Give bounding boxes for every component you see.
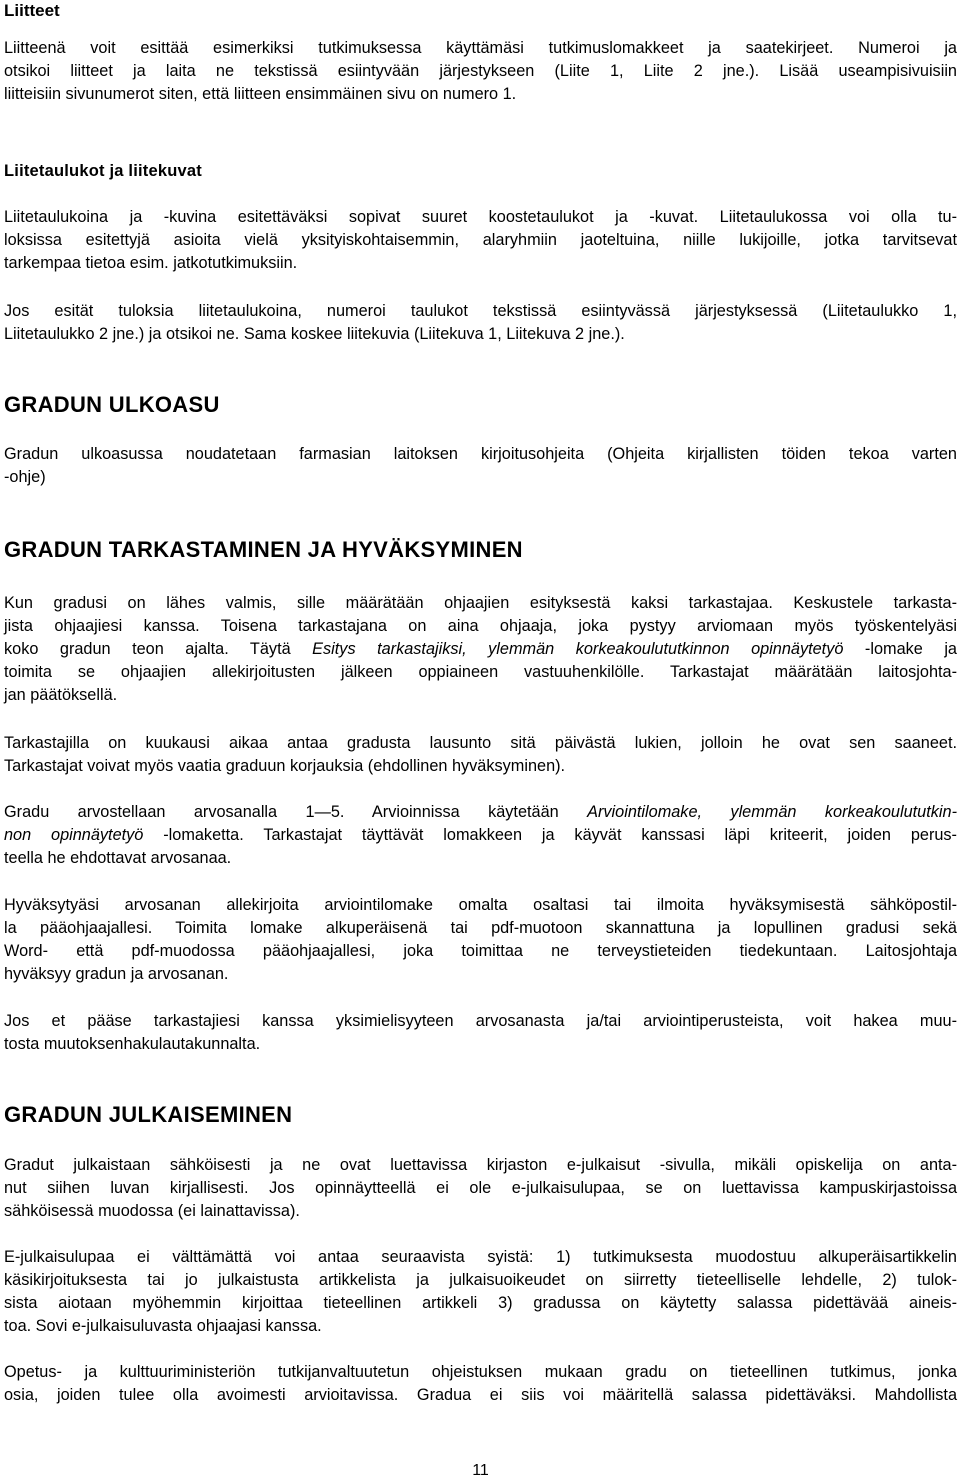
paragraph-tarkastaminen-1 bbox=[4, 592, 957, 707]
text-line: tarkempaa tietoa esim. jatkotutkimuksiin. bbox=[4, 254, 298, 272]
text-line: osia, joiden tulee olla avoimesti arvioitavissa. Gradua ei siis voi määritellä salassa pidettäväksi. Mahdollista bbox=[4, 1386, 957, 1404]
text-line: Tarkastajat voivat myös vaatia graduun korjauksia (ehdollinen hyväksyminen). bbox=[4, 757, 566, 775]
text-run: Gradu arvostellaan arvosanalla 1—5. Arvioinnissa käytetään bbox=[4, 803, 588, 821]
text-line: toimita se ohjaajien allekirjoitusten jälkeen oppiaineen vastuuhenkilölle. Tarkastajat määrätään laitosjohta- bbox=[4, 663, 957, 681]
text-line: tosta muutoksenhakulautakunnalta. bbox=[4, 1035, 261, 1053]
page-number: 11 bbox=[472, 1462, 489, 1479]
paragraph-liitetaulukot-2 bbox=[4, 300, 957, 346]
text-line bbox=[4, 801, 957, 824]
text-line: loksissa esitettyjä asioita vielä yksityiskohtaisemmin, alaryhmiin jaoteltuina, niille lukijoille, jotka tarvitsevat bbox=[4, 231, 957, 249]
text-line: teella he ehdottavat arvosanaa. bbox=[4, 849, 232, 867]
text-run: -lomaketta. Tarkastajat täyttävät lomakkeen ja käyvät kanssasi läpi kriteerit, joiden perus- bbox=[143, 826, 957, 844]
text-line: la pääohjaajallesi. Toimita lomake alkuperäisenä tai pdf-muotoon skannattuna ja lopullinen gradusi sekä bbox=[4, 919, 957, 937]
paragraph-tarkastaminen-3 bbox=[4, 801, 957, 870]
form-name-italic: non opinnäytetyö bbox=[4, 826, 144, 844]
heading-gradun-julkaiseminen: GRADUN JULKAISEMINEN bbox=[4, 1102, 293, 1127]
text-line bbox=[4, 638, 957, 661]
paragraph-liitteet bbox=[4, 37, 957, 106]
paragraph-tarkastaminen-2 bbox=[4, 732, 957, 778]
text-line: sähköisessä muodossa (ei lainattavissa). bbox=[4, 1202, 300, 1220]
text-line: E-julkaisulupaa ei välttämättä voi antaa seuraavista syistä: 1) tutkimuksesta muodostuu alkuperäisartikkelin bbox=[4, 1248, 957, 1266]
paragraph-ulkoasu bbox=[4, 443, 957, 489]
text-line: Liitteenä voit esittää esimerkiksi tutkimuksessa käyttämäsi tutkimuslomakkeet ja saatekirjeet. Numeroi ja bbox=[4, 39, 957, 57]
section-heading-liitteet: Liitteet bbox=[4, 1, 60, 20]
text-run: -lomake ja bbox=[843, 640, 957, 658]
text-line: jista ohjaajiesi kanssa. Toisena tarkastajana on aina ohjaaja, joka pystyy arviomaan myös työskentelyäsi bbox=[4, 617, 957, 635]
text-line: Gradun ulkoasussa noudatetaan farmasian laitoksen kirjoitusohjeita (Ohjeita kirjallisten töiden tekoa varten bbox=[4, 445, 957, 463]
text-line: -ohje) bbox=[4, 468, 46, 486]
text-line: jan päätöksellä. bbox=[4, 686, 118, 704]
text-line: otsikoi liitteet ja laita ne tekstissä esiintyvään järjestykseen (Liite 1, Liite 2 jne.). Lisää useampisivuisiin bbox=[4, 62, 957, 80]
paragraph-tarkastaminen-4 bbox=[4, 894, 957, 986]
paragraph-tarkastaminen-5 bbox=[4, 1010, 957, 1056]
text-run: koko gradun teon ajalta. Täytä bbox=[4, 640, 313, 658]
text-line: Liitetaulukoina ja -kuvina esitettäväksi sopivat suuret koostetaulukot ja -kuvat. Liitetaulukossa voi olla tu- bbox=[4, 208, 957, 226]
subheading-liitetaulukot: Liitetaulukot ja liitekuvat bbox=[4, 162, 202, 180]
text-line: Word- että pdf-muodossa pääohjaajallesi, joka toimittaa ne terveystieteiden tiedekuntaan. Laitosjohtaja bbox=[4, 942, 957, 960]
text-line bbox=[4, 824, 957, 847]
text-line: käsikirjoituksesta tai jo julkaistusta artikkelista ja julkaisuoikeudet on siirretty tieteelliselle lehdelle, 2) tulok- bbox=[4, 1271, 957, 1289]
text-line: Jos esität tuloksia liitetaulukoina, numeroi taulukot tekstissä esiintyvässä järjestyksessä (Liitetaulukko 1, bbox=[4, 302, 957, 320]
paragraph-julkaiseminen-2 bbox=[4, 1246, 957, 1338]
text-line: Hyväksytyäsi arvosanan allekirjoita arviointilomake omalta osaltasi tai ilmoita hyväksymisestä sähköpostil- bbox=[4, 896, 957, 914]
paragraph-julkaiseminen-1 bbox=[4, 1154, 957, 1223]
text-line: Gradut julkaistaan sähköisesti ja ne ovat luettavissa kirjaston e-julkaisut -sivulla, mikäli opiskelija on anta- bbox=[4, 1156, 957, 1174]
form-name-italic: Arviointilomake, ylemmän korkeakoulututkin- bbox=[587, 803, 957, 821]
heading-gradun-tarkastaminen: GRADUN TARKASTAMINEN JA HYVÄKSYMINEN bbox=[4, 537, 523, 562]
text-line: Tarkastajilla on kuukausi aikaa antaa gradusta lausunto sitä päivästä lukien, jolloin he ovat sen saaneet. bbox=[4, 734, 957, 752]
text-line: Liitetaulukko 2 jne.) ja otsikoi ne. Sama koskee liitekuvia (Liitekuva 1, Liitekuva 2 jne.). bbox=[4, 325, 625, 343]
paragraph-julkaiseminen-3 bbox=[4, 1361, 957, 1407]
paragraph-liitetaulukot-1 bbox=[4, 206, 957, 275]
form-name-italic: Esitys tarkastajiksi, ylemmän korkeakoulututkinnon opinnäytetyö bbox=[312, 640, 844, 658]
text-line: toa. Sovi e-julkaisuluvasta ohjaajasi kanssa. bbox=[4, 1317, 322, 1335]
text-line: Kun gradusi on lähes valmis, sille määrätään ohjaajien esityksestä kaksi tarkastajaa. Keskustele tarkasta- bbox=[4, 594, 957, 612]
text-line: nut siihen luvan kirjallisesti. Jos opinnäytteellä ei ole e-julkaisulupaa, se on luettavissa kampuskirjastoissa bbox=[4, 1179, 957, 1197]
text-line: hyväksyy gradun ja arvosanan. bbox=[4, 965, 229, 983]
text-line: Opetus- ja kulttuuriministeriön tutkijanvaltuutetun ohjeistuksen mukaan gradu on tieteellinen tutkimus, jonka bbox=[4, 1363, 957, 1381]
text-line: sista aiotaan myöhemmin kirjoittaa tieteellinen artikkeli 3) gradussa on käytetty salassa pidettävää aineis- bbox=[4, 1294, 957, 1312]
heading-gradun-ulkoasu: GRADUN ULKOASU bbox=[4, 392, 220, 417]
text-line: liitteisiin sivunumerot siten, että liitteen ensimmäinen sivu on numero 1. bbox=[4, 85, 517, 103]
text-line: Jos et pääse tarkastajiesi kanssa yksimielisyyteen arvosanasta ja/tai arviointiperusteista, voit hakea muu- bbox=[4, 1012, 957, 1030]
